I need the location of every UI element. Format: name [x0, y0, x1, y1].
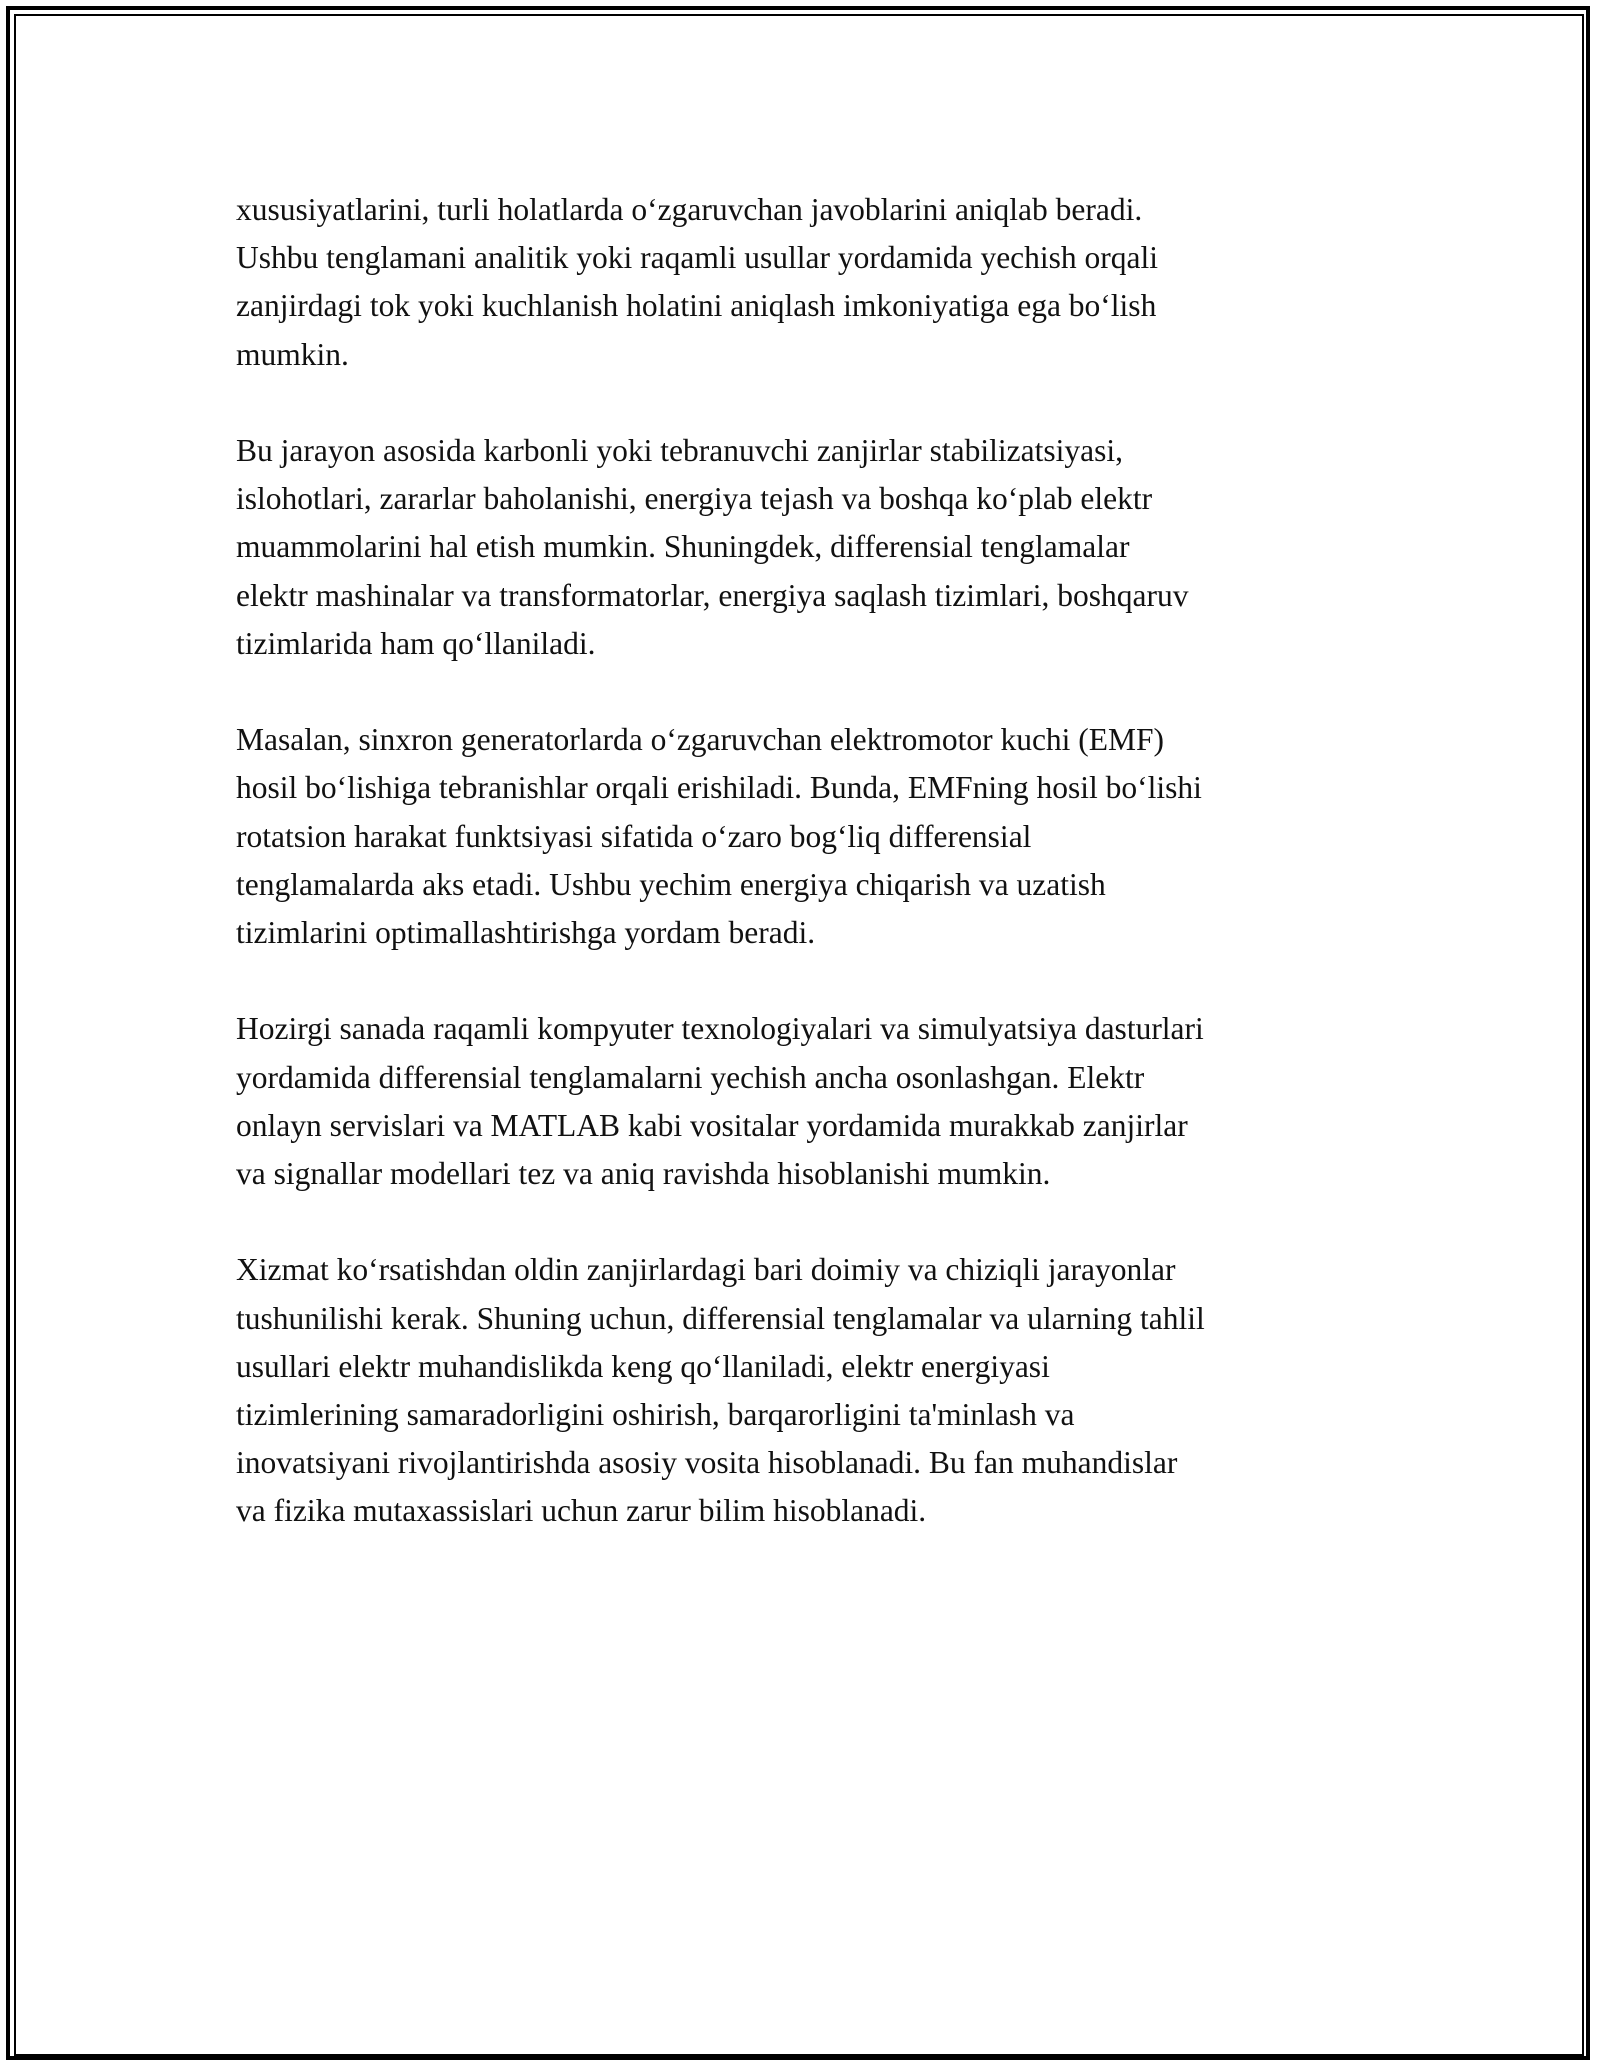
text-line: tizimlarida ham qo‘llaniladi. [236, 625, 596, 661]
text-line: inovatsiyani rivojlantirishda asosiy vosita hisoblanadi. Bu fan muhandislar [236, 1445, 1178, 1481]
text-line: tizimlarini optimallashtirishga yordam beradi. [236, 915, 816, 951]
text-line: xususiyatlarini, turli holatlarda o‘zgaruvchan javoblarini aniqlab beradi. [236, 192, 1143, 227]
text-line: tizimlerining samaradorligini oshirish, barqarorligini ta'minlash va [236, 1397, 1075, 1433]
text-line: usullari elektr muhandislikda keng qo‘llaniladi, elektr energiyasi [236, 1348, 1050, 1384]
paragraph-2 [236, 427, 1376, 668]
text-line: Hozirgi sanada raqamli kompyuter texnologiyalari va simulyatsiya dasturlari [236, 1011, 1204, 1047]
text-line: zanjirdagi tok yoki kuchlanish holatini aniqlash imkoniyatiga ega bo‘lish [236, 288, 1157, 324]
text-line: hosil bo‘lishiga tebranishlar orqali erishiladi. Bunda, EMFning hosil bo‘lishi [236, 770, 1202, 806]
text-line: islohotlari, zararlar baholanishi, energiya tejash va boshqa ko‘plab elektr [236, 481, 1153, 517]
text-line: va fizika mutaxassislari uchun zarur bilim hisoblanadi. [236, 1493, 927, 1529]
text-line: tenglamalarda aks etadi. Ushbu yechim energiya chiqarish va uzatish [236, 866, 1106, 902]
text-line: tushunilishi kerak. Shuning uchun, differensial tenglamalar va ularning tahlil [236, 1300, 1205, 1336]
paragraph-5 [236, 1246, 1376, 1535]
paragraph-4 [236, 1005, 1376, 1198]
text-line: Xizmat ko‘rsatishdan oldin zanjirlardagi bari doimiy va chiziqli jarayonlar [236, 1252, 1176, 1288]
paragraph-3 [236, 716, 1376, 957]
text-line: Bu jarayon asosida karbonli yoki tebranuvchi zanjirlar stabilizatsiyasi, [236, 433, 1123, 468]
text-line: Masalan, sinxron generatorlarda o‘zgaruvchan elektromotor kuchi (EMF) [236, 722, 1165, 758]
text-line: yordamida differensial tenglamalarni yechish ancha osonlashgan. Elektr [236, 1059, 1145, 1095]
document-body [236, 186, 1376, 1584]
text-line: elektr mashinalar va transformatorlar, energiya saqlash tizimlari, boshqaruv [236, 577, 1189, 613]
text-line: rotatsion harakat funktsiyasi sifatida o‘zaro bog‘liq differensial [236, 818, 1032, 854]
text-line: Ushbu tenglamani analitik yoki raqamli usullar yordamida yechish orqali [236, 240, 1159, 276]
text-line: va signallar modellari tez va aniq ravishda hisoblanishi mumkin. [236, 1156, 1051, 1192]
text-line: muammolarini hal etish mumkin. Shuningdek, differensial tenglamalar [236, 529, 1130, 565]
paragraph-1 [236, 186, 1376, 379]
text-line: mumkin. [236, 336, 349, 372]
text-line: onlayn servislari va MATLAB kabi vositalar yordamida murakkab zanjirlar [236, 1107, 1188, 1143]
